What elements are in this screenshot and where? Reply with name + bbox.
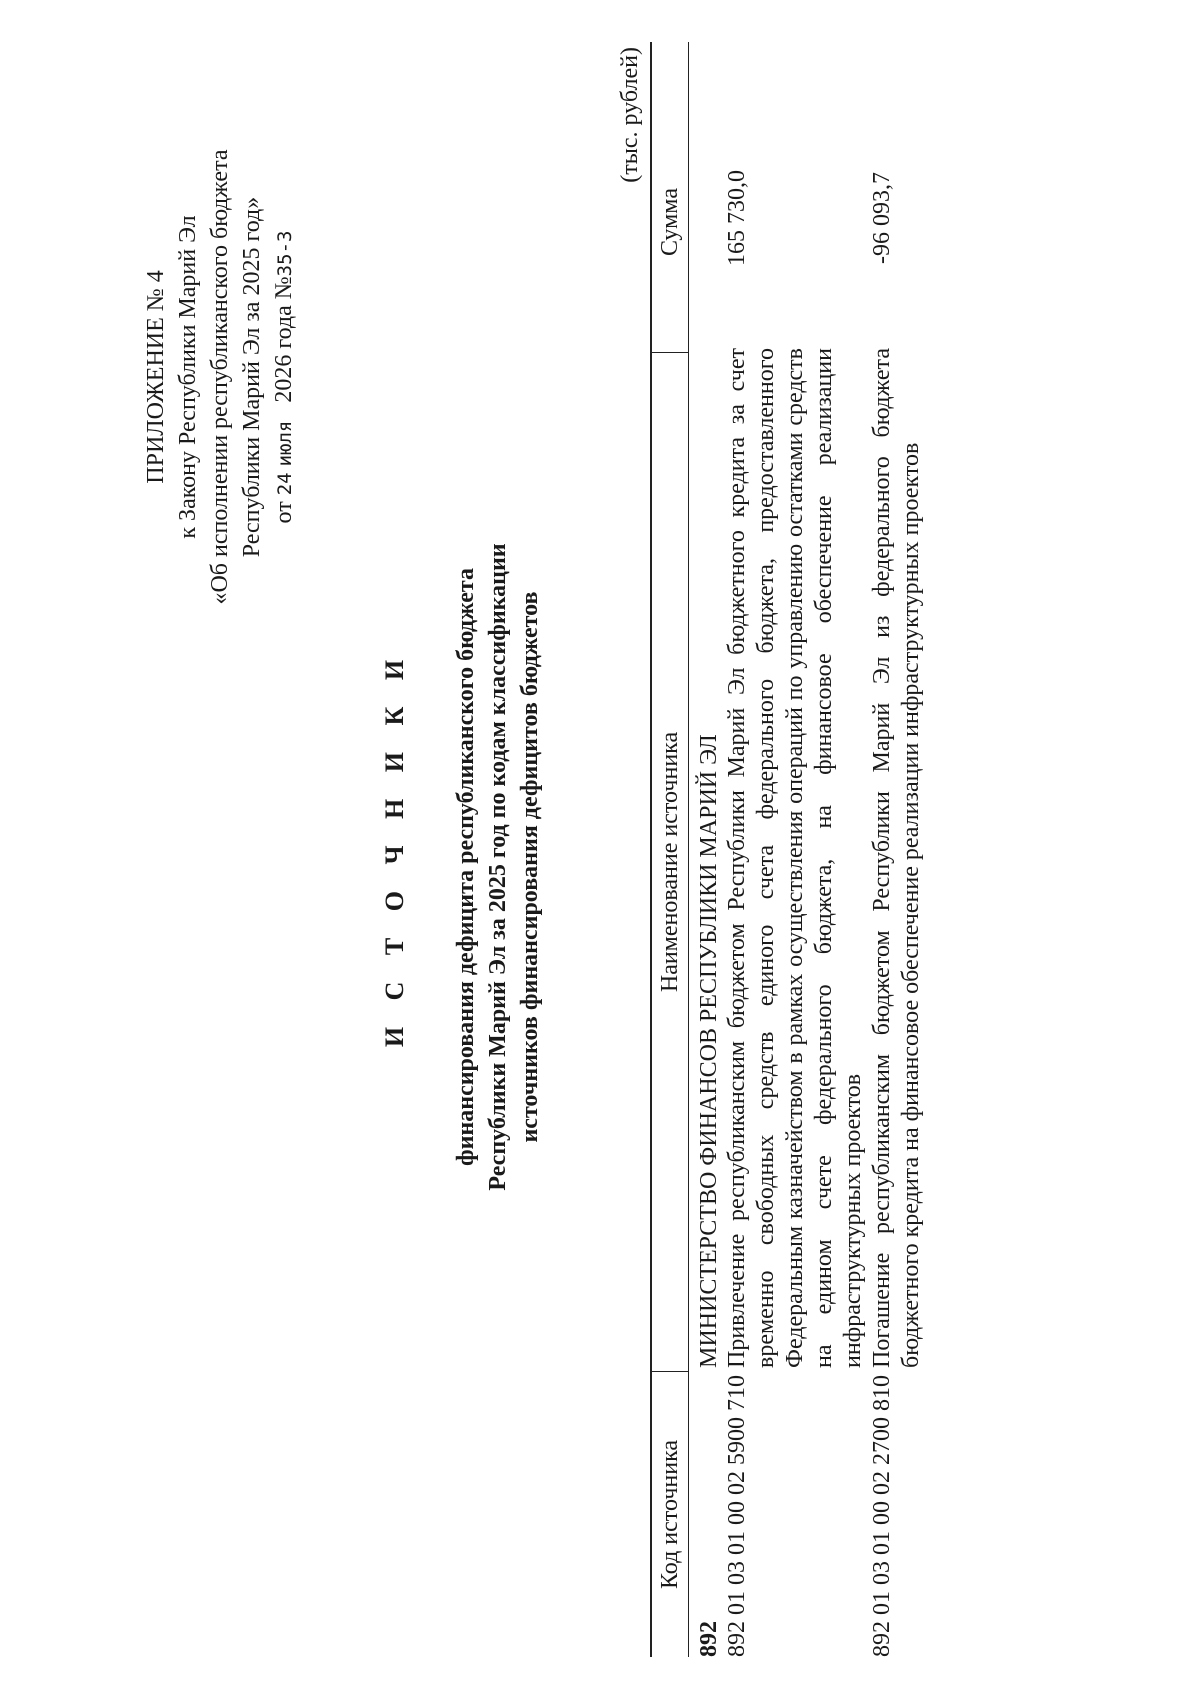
row-name: Привлечение республиканским бюджетом Республики Марий Эл бюджетного кредита за счет временно свободных средств единого счета федерального бюджета, предоставленного Федеральным казначейством в рамках осуществления операций по управлению остатками средств на едином счете федерального бюджета, на финансовое обеспечение реализации инфраструктурных проектов <box>724 348 866 1368</box>
sources-table <box>650 42 926 1657</box>
appendix-law-line: к Закону Республики Марий Эл <box>175 215 201 539</box>
date-prefix: от <box>271 501 297 524</box>
ministry-code: 892 <box>696 1621 722 1657</box>
date-month: июля <box>274 420 296 467</box>
ministry-name: МИНИСТЕРСТВО ФИНАНСОВ РЕСПУБЛИКИ МАРИЙ ЭЛ <box>696 734 722 1368</box>
header-name: Наименование источника <box>652 352 688 1372</box>
table-row <box>868 42 926 1657</box>
appendix-header <box>140 137 301 617</box>
row-name: Погашение республиканским бюджетом Республики Марий Эл из федерального бюджета бюджетного кредита на финансовое обеспечение реализации инфраструктурных проектов <box>869 348 924 1368</box>
document-subtitle <box>450 417 546 1317</box>
subtitle-line-1: финансирования дефицита республиканского бюджета <box>453 567 479 1167</box>
table-header-row <box>650 42 689 1657</box>
document-title: И С Т О Ч Н И К И <box>380 649 409 1048</box>
header-sum: Сумма <box>657 188 683 256</box>
ministry-sum <box>695 88 723 348</box>
units-label: (тыс. рублей) <box>617 47 643 183</box>
date-year: 2026 года № <box>271 276 297 403</box>
row-code: 892 01 03 01 00 02 2700 810 <box>869 1375 895 1657</box>
subtitle-line-3: источников финансирования дефицитов бюджетов <box>517 591 543 1143</box>
row-sum: 165 730,0 <box>724 170 750 266</box>
table-row <box>723 42 868 1657</box>
appendix-law-title-1: «Об исполнении республиканского бюджета <box>207 149 233 605</box>
row-code: 892 01 03 01 00 02 5900 710 <box>724 1375 750 1657</box>
law-number: 35-З <box>274 230 296 277</box>
ministry-row <box>695 42 723 1657</box>
date-day: 24 <box>274 472 296 496</box>
appendix-date-line <box>268 137 301 617</box>
subtitle-line-2: Республики Марий Эл за 2025 год по кодам классификации <box>485 543 511 1191</box>
header-code: Код источника <box>657 1439 683 1590</box>
row-sum: -96 093,7 <box>869 172 895 264</box>
appendix-number: ПРИЛОЖЕНИЕ № 4 <box>143 270 169 484</box>
appendix-law-title-2: Республики Марий Эл за 2025 год» <box>239 196 265 558</box>
